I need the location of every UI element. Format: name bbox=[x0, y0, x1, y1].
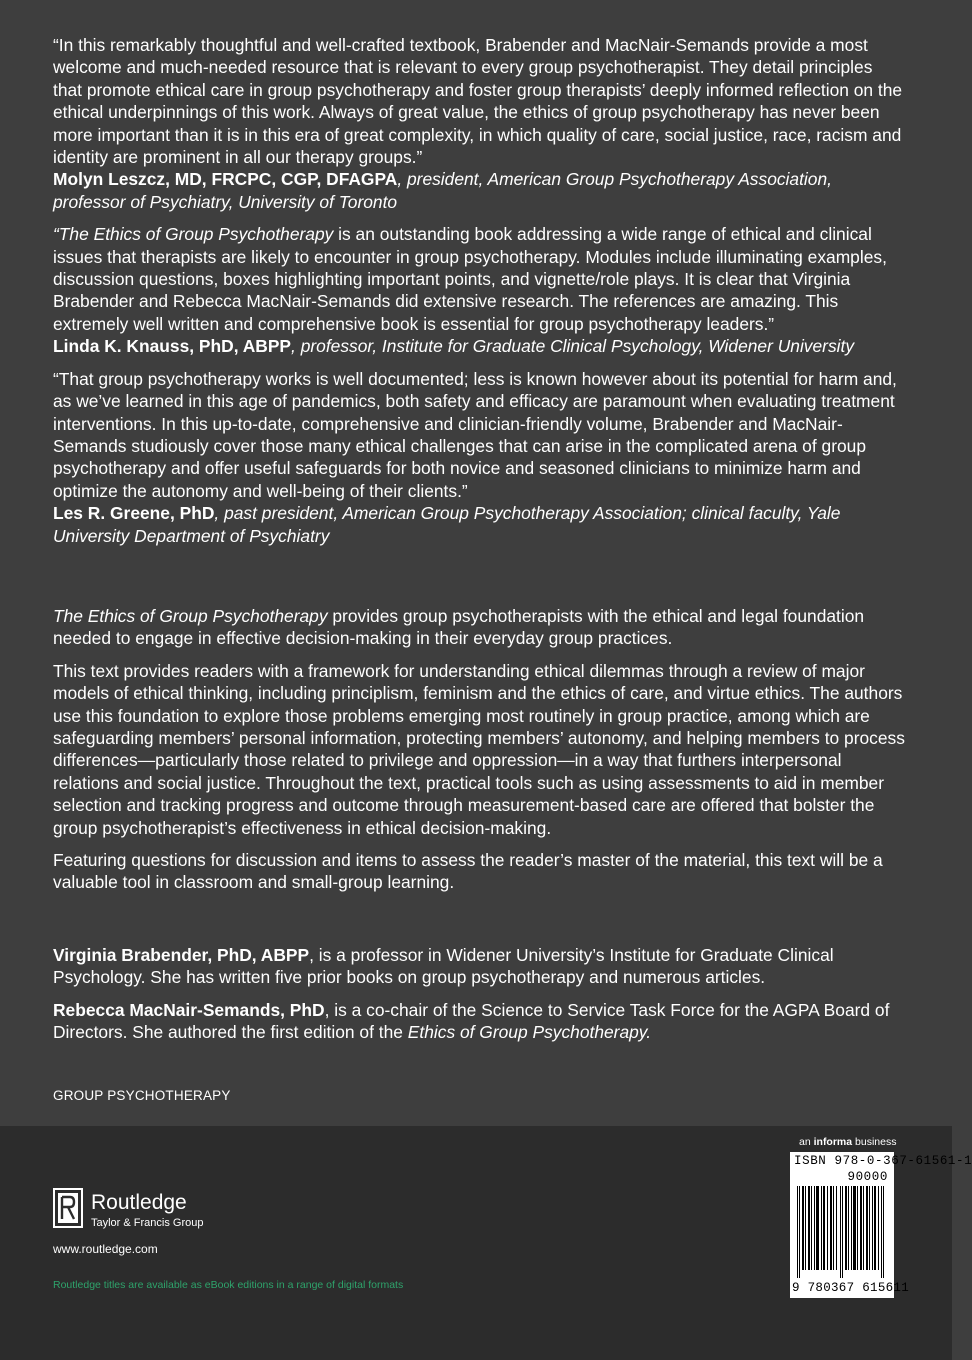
author-bio-text: , is a professor in Widener University’s Institute for Graduate Clinical Psychology. She has written five prior books on group psychotherapy and numerous articles. bbox=[53, 945, 834, 988]
description-paragraph: Featuring questions for discussion and items to assess the reader’s master of the material, this text will be a valuable tool in classroom and small-group learning. bbox=[53, 850, 883, 893]
author-bio-text: , is a co-chair of the Science to Service Task Force for the AGPA Board of Directors. She authored the first edition of the bbox=[53, 999, 890, 1043]
endorsement-quote-mark: “ bbox=[53, 224, 59, 245]
endorser-role: , professor, Institute for Graduate Clinical Psychology, Widener University bbox=[291, 336, 855, 357]
logo-wordmark bbox=[91, 1192, 203, 1230]
isbn-label: ISBN 978-0-367-61561-1 bbox=[794, 1154, 972, 1168]
publisher-group: Taylor & Francis Group bbox=[91, 1217, 204, 1229]
endorser-name: Linda K. Knauss, PhD, ABPP bbox=[53, 336, 292, 357]
routledge-logo bbox=[53, 1188, 204, 1233]
barcode-bars bbox=[795, 1186, 889, 1278]
endorser-role: , president, American Group Psychotherapy Association, professor of Psychiatry, University of Toronto bbox=[53, 169, 832, 212]
subject-category: GROUP PSYCHOTHERAPY bbox=[53, 1088, 231, 1103]
author-bio bbox=[53, 944, 905, 989]
endorsement-text: “That group psychotherapy works is well documented; less is known however about its potential for harm and, as we’ve learned in this age of pandemics, both safety and efficacy are paramount when evaluating treatment interventions. In this up-to-date, comprehensive and clinician-friendly volume, Brabender and MacNair-Semands studiously cover those many ethical challenges that can arise in the complicated arena of group psychotherapy and offer useful safeguards for both novice and seasoned clinicians to minimize harm and optimize the autonomy and well-being of their clients.” bbox=[53, 368, 897, 501]
informa-tagline bbox=[799, 1136, 896, 1148]
description-paragraph bbox=[53, 605, 905, 650]
endorser-name: Les R. Greene, PhD bbox=[53, 503, 215, 524]
isbn-barcode bbox=[790, 1152, 972, 1298]
description-paragraph: This text provides readers with a framework for understanding ethical dilemmas through a review of major models of ethical thinking, including principlism, feminism and the ethics of care, and virtue ethics. The authors use this foundation to explore those problems emerging most routinely in group practice, among which are safeguarding members’ personal information, protecting members’ autonomy, and helping members to process differences—particularly those related to privilege and oppression—in a way that furthers interpersonal relations and social justice. Throughout the text, practical tools such as using assessments to aid in member selection and tracking progress and outcome through measurement-based care are offered that bolster the group psychotherapist’s effectiveness in ethical decision-making. bbox=[53, 660, 905, 838]
publisher-name: Routledge bbox=[91, 1191, 187, 1214]
endorser-role: , past president, American Group Psychotherapy Association; clinical faculty, Yale University Department of Psychiatry bbox=[53, 503, 841, 546]
endorsement-knauss bbox=[53, 223, 905, 357]
price-code: 90000 bbox=[847, 1170, 888, 1184]
author-name: Virginia Brabender, PhD, ABPP bbox=[53, 945, 310, 965]
ebook-note: Routledge titles are available as eBook editions in a range of digital formats bbox=[53, 1279, 404, 1291]
endorsement-attribution bbox=[53, 168, 905, 213]
endorsements bbox=[53, 34, 905, 557]
author-bio bbox=[53, 999, 905, 1044]
author-name: Rebecca MacNair-Semands, PhD bbox=[53, 999, 325, 1020]
endorsement-leszcz bbox=[53, 34, 905, 213]
book-title-inline: The Ethics of Group Psychotherapy bbox=[58, 224, 334, 245]
author-bios bbox=[53, 944, 905, 1054]
endorsement-text bbox=[53, 223, 905, 335]
publisher-website[interactable]: www.routledge.com bbox=[53, 1242, 158, 1256]
endorsement-text: “In this remarkably thoughtful and well-crafted textbook, Brabender and MacNair-Semands provide a most welcome and much-needed resource that is relevant to every group psychotherapist. They detail principles that promote ethical care in group psychotherapy and foster group therapists’ deeply informed reflection on the ethical underpinnings of this work. Always of great value, the ethics of group psychotherapy has never been more important than it is in this era of great complexity, in which quality of care, social justice, race, racism and identity are prominent in all our therapy groups.” bbox=[53, 35, 903, 168]
endorsement-greene bbox=[53, 368, 905, 547]
endorsement-attribution bbox=[53, 502, 905, 547]
endorsement-body: is an outstanding book addressing a wide range of ethical and clinical issues that therapists are likely to encounter in group psychotherapy. Modules include illuminating examples, discussion questions, boxes highlighting important points, and vignette/role plays. It is clear that Virginia Brabender and Rebecca MacNair-Semands did extensive research. The references are amazing. This extremely well written and comprehensive book is essential for group psychotherapy leaders.” bbox=[53, 224, 887, 334]
informa-prefix: an bbox=[799, 1136, 814, 1148]
endorsement-attribution bbox=[53, 335, 905, 357]
endorser-name: Molyn Leszcz, MD, FRCPC, CGP, DFAGPA bbox=[53, 169, 398, 190]
informa-word: informa bbox=[813, 1136, 853, 1148]
book-description bbox=[53, 605, 905, 904]
ean-digits: 9 780367 615611 bbox=[792, 1281, 910, 1295]
book-title-inline: Ethics of Group Psychotherapy. bbox=[407, 1022, 652, 1043]
routledge-emblem-icon bbox=[53, 1188, 83, 1228]
description-text: provides group psychotherapists with the ethical and legal foundation needed to engage in effective decision-making in their everyday group practices. bbox=[53, 606, 865, 649]
book-title-inline: The Ethics of Group Psychotherapy bbox=[53, 606, 328, 626]
informa-suffix: business bbox=[852, 1136, 897, 1148]
